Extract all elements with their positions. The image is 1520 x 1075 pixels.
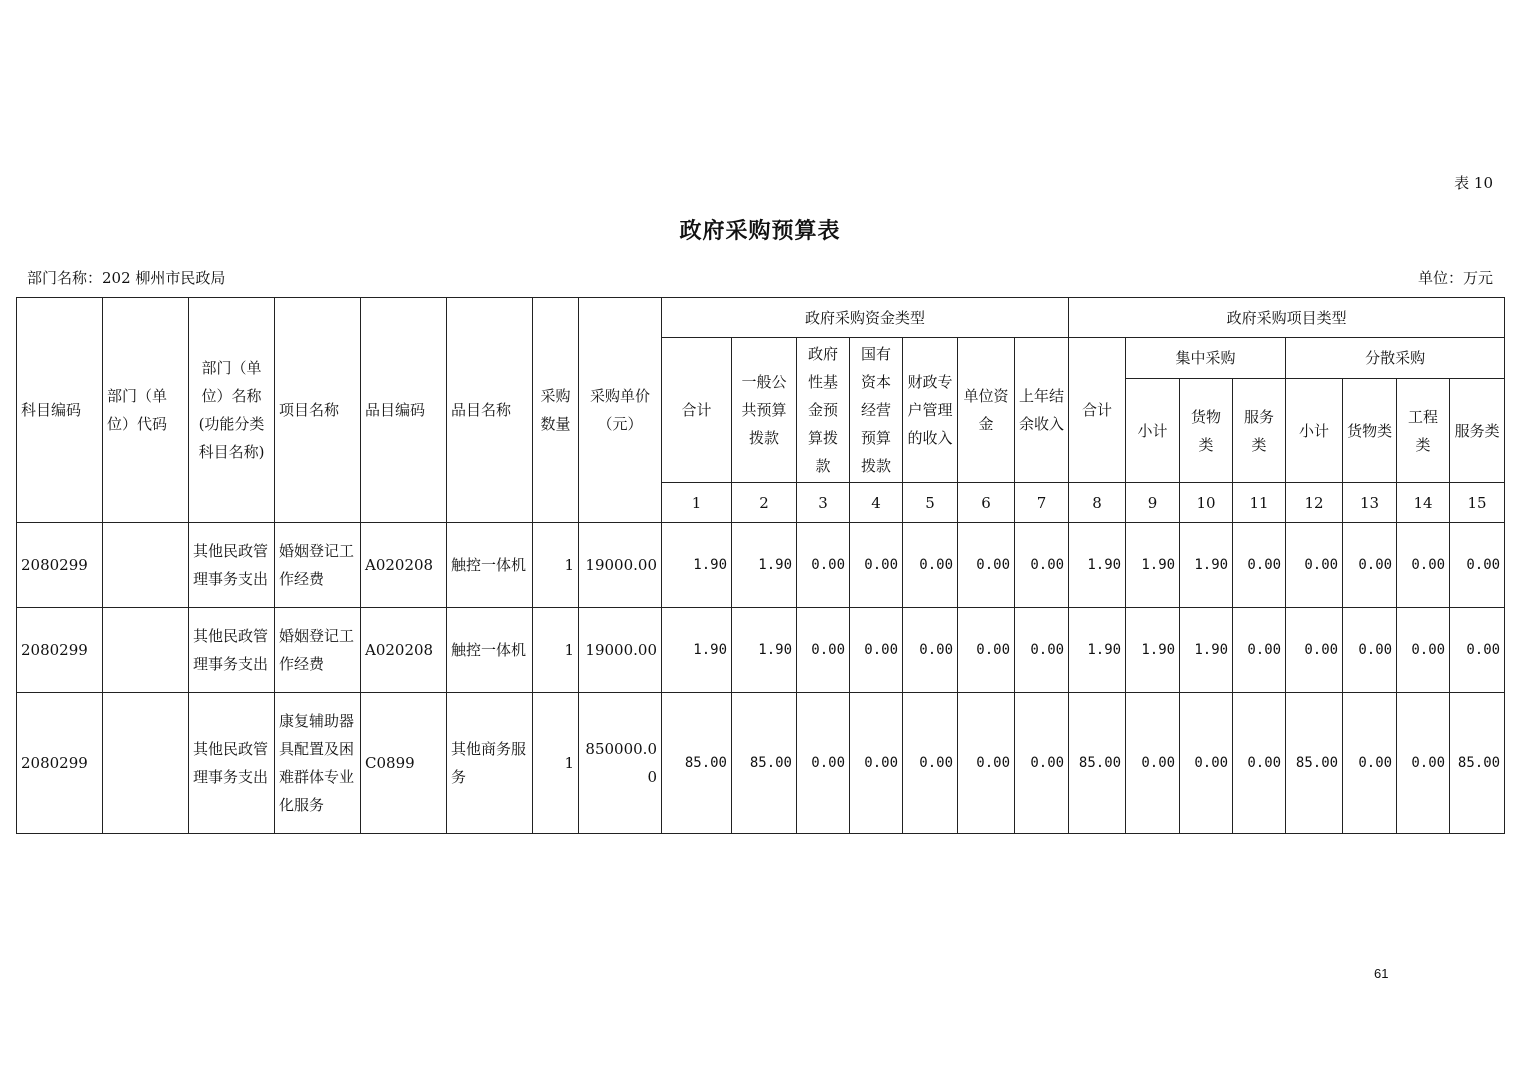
cell-value: 85.00 [662, 693, 732, 834]
cell-unit-price: 850000.00 [579, 693, 662, 834]
col-unit-fund: 单位资金 [958, 338, 1015, 483]
cell-value: 0.00 [1180, 693, 1233, 834]
cell-value: 0.00 [1233, 608, 1286, 693]
col-general-budget: 一般公共预算拨款 [732, 338, 797, 483]
cell-value: 0.00 [1397, 608, 1450, 693]
cell-value: 85.00 [1450, 693, 1505, 834]
column-number: 11 [1233, 483, 1286, 523]
table-number: 表 10 [1454, 174, 1493, 192]
cell-dept-name: 其他民政管理事务支出 [189, 608, 275, 693]
column-number: 2 [732, 483, 797, 523]
col-dept-name: 部门（单位）名称(功能分类科目名称) [189, 298, 275, 523]
col-dispersed-works: 工程类 [1397, 379, 1450, 483]
col-dispersed-goods: 货物类 [1343, 379, 1397, 483]
col-subject-code: 科目编码 [17, 298, 103, 523]
col-dispersed-services: 服务类 [1450, 379, 1505, 483]
cell-item-code: A020208 [361, 608, 447, 693]
cell-value: 0.00 [1233, 693, 1286, 834]
col-item-name: 品目名称 [447, 298, 533, 523]
cell-subject-code: 2080299 [17, 693, 103, 834]
cell-dept-name: 其他民政管理事务支出 [189, 693, 275, 834]
cell-dept-code [103, 523, 189, 608]
column-number: 4 [850, 483, 903, 523]
cell-value: 1.90 [1069, 523, 1126, 608]
cell-unit-price: 19000.00 [579, 608, 662, 693]
cell-value: 0.00 [1015, 523, 1069, 608]
unit-label: 单位：万元 [1417, 269, 1493, 287]
cell-value: 1.90 [662, 523, 732, 608]
cell-value: 0.00 [850, 693, 903, 834]
cell-value: 0.00 [1343, 608, 1397, 693]
page-title: 政府采购预算表 [679, 218, 841, 244]
cell-value: 1.90 [1126, 523, 1180, 608]
cell-value: 0.00 [1015, 693, 1069, 834]
cell-dept-code [103, 608, 189, 693]
cell-subject-code: 2080299 [17, 523, 103, 608]
cell-value: 85.00 [1069, 693, 1126, 834]
cell-value: 0.00 [797, 693, 850, 834]
cell-subject-code: 2080299 [17, 608, 103, 693]
cell-value: 0.00 [797, 608, 850, 693]
cell-value: 0.00 [1015, 608, 1069, 693]
dispersed-procurement-header: 分散采购 [1286, 338, 1505, 379]
col-project-name: 项目名称 [275, 298, 361, 523]
cell-value: 0.00 [958, 523, 1015, 608]
cell-value: 0.00 [1343, 693, 1397, 834]
table-row [17, 608, 1505, 693]
col-gov-fund: 政府性基金预算拨款 [797, 338, 850, 483]
cell-value: 0.00 [903, 523, 958, 608]
central-procurement-header: 集中采购 [1126, 338, 1286, 379]
fund-type-group-header: 政府采购资金类型 [662, 298, 1069, 338]
column-number: 8 [1069, 483, 1126, 523]
cell-project-name: 康复辅助器具配置及困难群体专业化服务 [275, 693, 361, 834]
column-number: 14 [1397, 483, 1450, 523]
procurement-budget-table [16, 297, 1505, 834]
col-project-total: 合计 [1069, 338, 1126, 483]
cell-value: 0.00 [958, 608, 1015, 693]
cell-value: 1.90 [1180, 608, 1233, 693]
cell-value: 0.00 [1126, 693, 1180, 834]
cell-value: 0.00 [903, 693, 958, 834]
cell-project-name: 婚姻登记工作经费 [275, 523, 361, 608]
column-number: 15 [1450, 483, 1505, 523]
cell-dept-code [103, 693, 189, 834]
cell-quantity: 1 [533, 608, 579, 693]
page-number: 61 [1374, 966, 1389, 981]
col-unit-price: 采购单价（元） [579, 298, 662, 523]
cell-project-name: 婚姻登记工作经费 [275, 608, 361, 693]
col-dept-code: 部门（单位）代码 [103, 298, 189, 523]
col-state-capital: 国有资本经营预算拨款 [850, 338, 903, 483]
table-row [17, 523, 1505, 608]
col-central-goods: 货物类 [1180, 379, 1233, 483]
table-row [17, 693, 1505, 834]
cell-value: 1.90 [732, 523, 797, 608]
cell-value: 1.90 [1126, 608, 1180, 693]
column-number: 7 [1015, 483, 1069, 523]
cell-item-code: C0899 [361, 693, 447, 834]
cell-value: 1.90 [1180, 523, 1233, 608]
col-fiscal-special: 财政专户管理的收入 [903, 338, 958, 483]
col-quantity: 采购数量 [533, 298, 579, 523]
col-central-subtotal: 小计 [1126, 379, 1180, 483]
cell-unit-price: 19000.00 [579, 523, 662, 608]
cell-item-code: A020208 [361, 523, 447, 608]
col-carryover: 上年结余收入 [1015, 338, 1069, 483]
cell-item-name: 触控一体机 [447, 608, 533, 693]
cell-value: 0.00 [850, 608, 903, 693]
cell-value: 0.00 [1397, 523, 1450, 608]
column-number: 3 [797, 483, 850, 523]
cell-value: 0.00 [1397, 693, 1450, 834]
cell-value: 0.00 [797, 523, 850, 608]
cell-value: 0.00 [1343, 523, 1397, 608]
column-number: 13 [1343, 483, 1397, 523]
cell-value: 85.00 [732, 693, 797, 834]
cell-value: 0.00 [1233, 523, 1286, 608]
cell-dept-name: 其他民政管理事务支出 [189, 523, 275, 608]
column-number: 1 [662, 483, 732, 523]
cell-value: 0.00 [1286, 523, 1343, 608]
col-fund-total: 合计 [662, 338, 732, 483]
department-name: 部门名称：202 柳州市民政局 [27, 269, 226, 287]
project-type-group-header: 政府采购项目类型 [1069, 298, 1505, 338]
cell-value: 0.00 [903, 608, 958, 693]
col-central-services: 服务类 [1233, 379, 1286, 483]
cell-value: 1.90 [1069, 608, 1126, 693]
cell-quantity: 1 [533, 523, 579, 608]
column-number: 10 [1180, 483, 1233, 523]
column-number: 9 [1126, 483, 1180, 523]
cell-value: 0.00 [850, 523, 903, 608]
cell-item-name: 其他商务服务 [447, 693, 533, 834]
cell-value: 85.00 [1286, 693, 1343, 834]
column-number: 12 [1286, 483, 1343, 523]
cell-value: 1.90 [662, 608, 732, 693]
column-number: 6 [958, 483, 1015, 523]
cell-value: 0.00 [958, 693, 1015, 834]
cell-quantity: 1 [533, 693, 579, 834]
cell-value: 0.00 [1450, 523, 1505, 608]
cell-item-name: 触控一体机 [447, 523, 533, 608]
cell-value: 1.90 [732, 608, 797, 693]
col-item-code: 品目编码 [361, 298, 447, 523]
col-dispersed-subtotal: 小计 [1286, 379, 1343, 483]
cell-value: 0.00 [1450, 608, 1505, 693]
column-number: 5 [903, 483, 958, 523]
cell-value: 0.00 [1286, 608, 1343, 693]
